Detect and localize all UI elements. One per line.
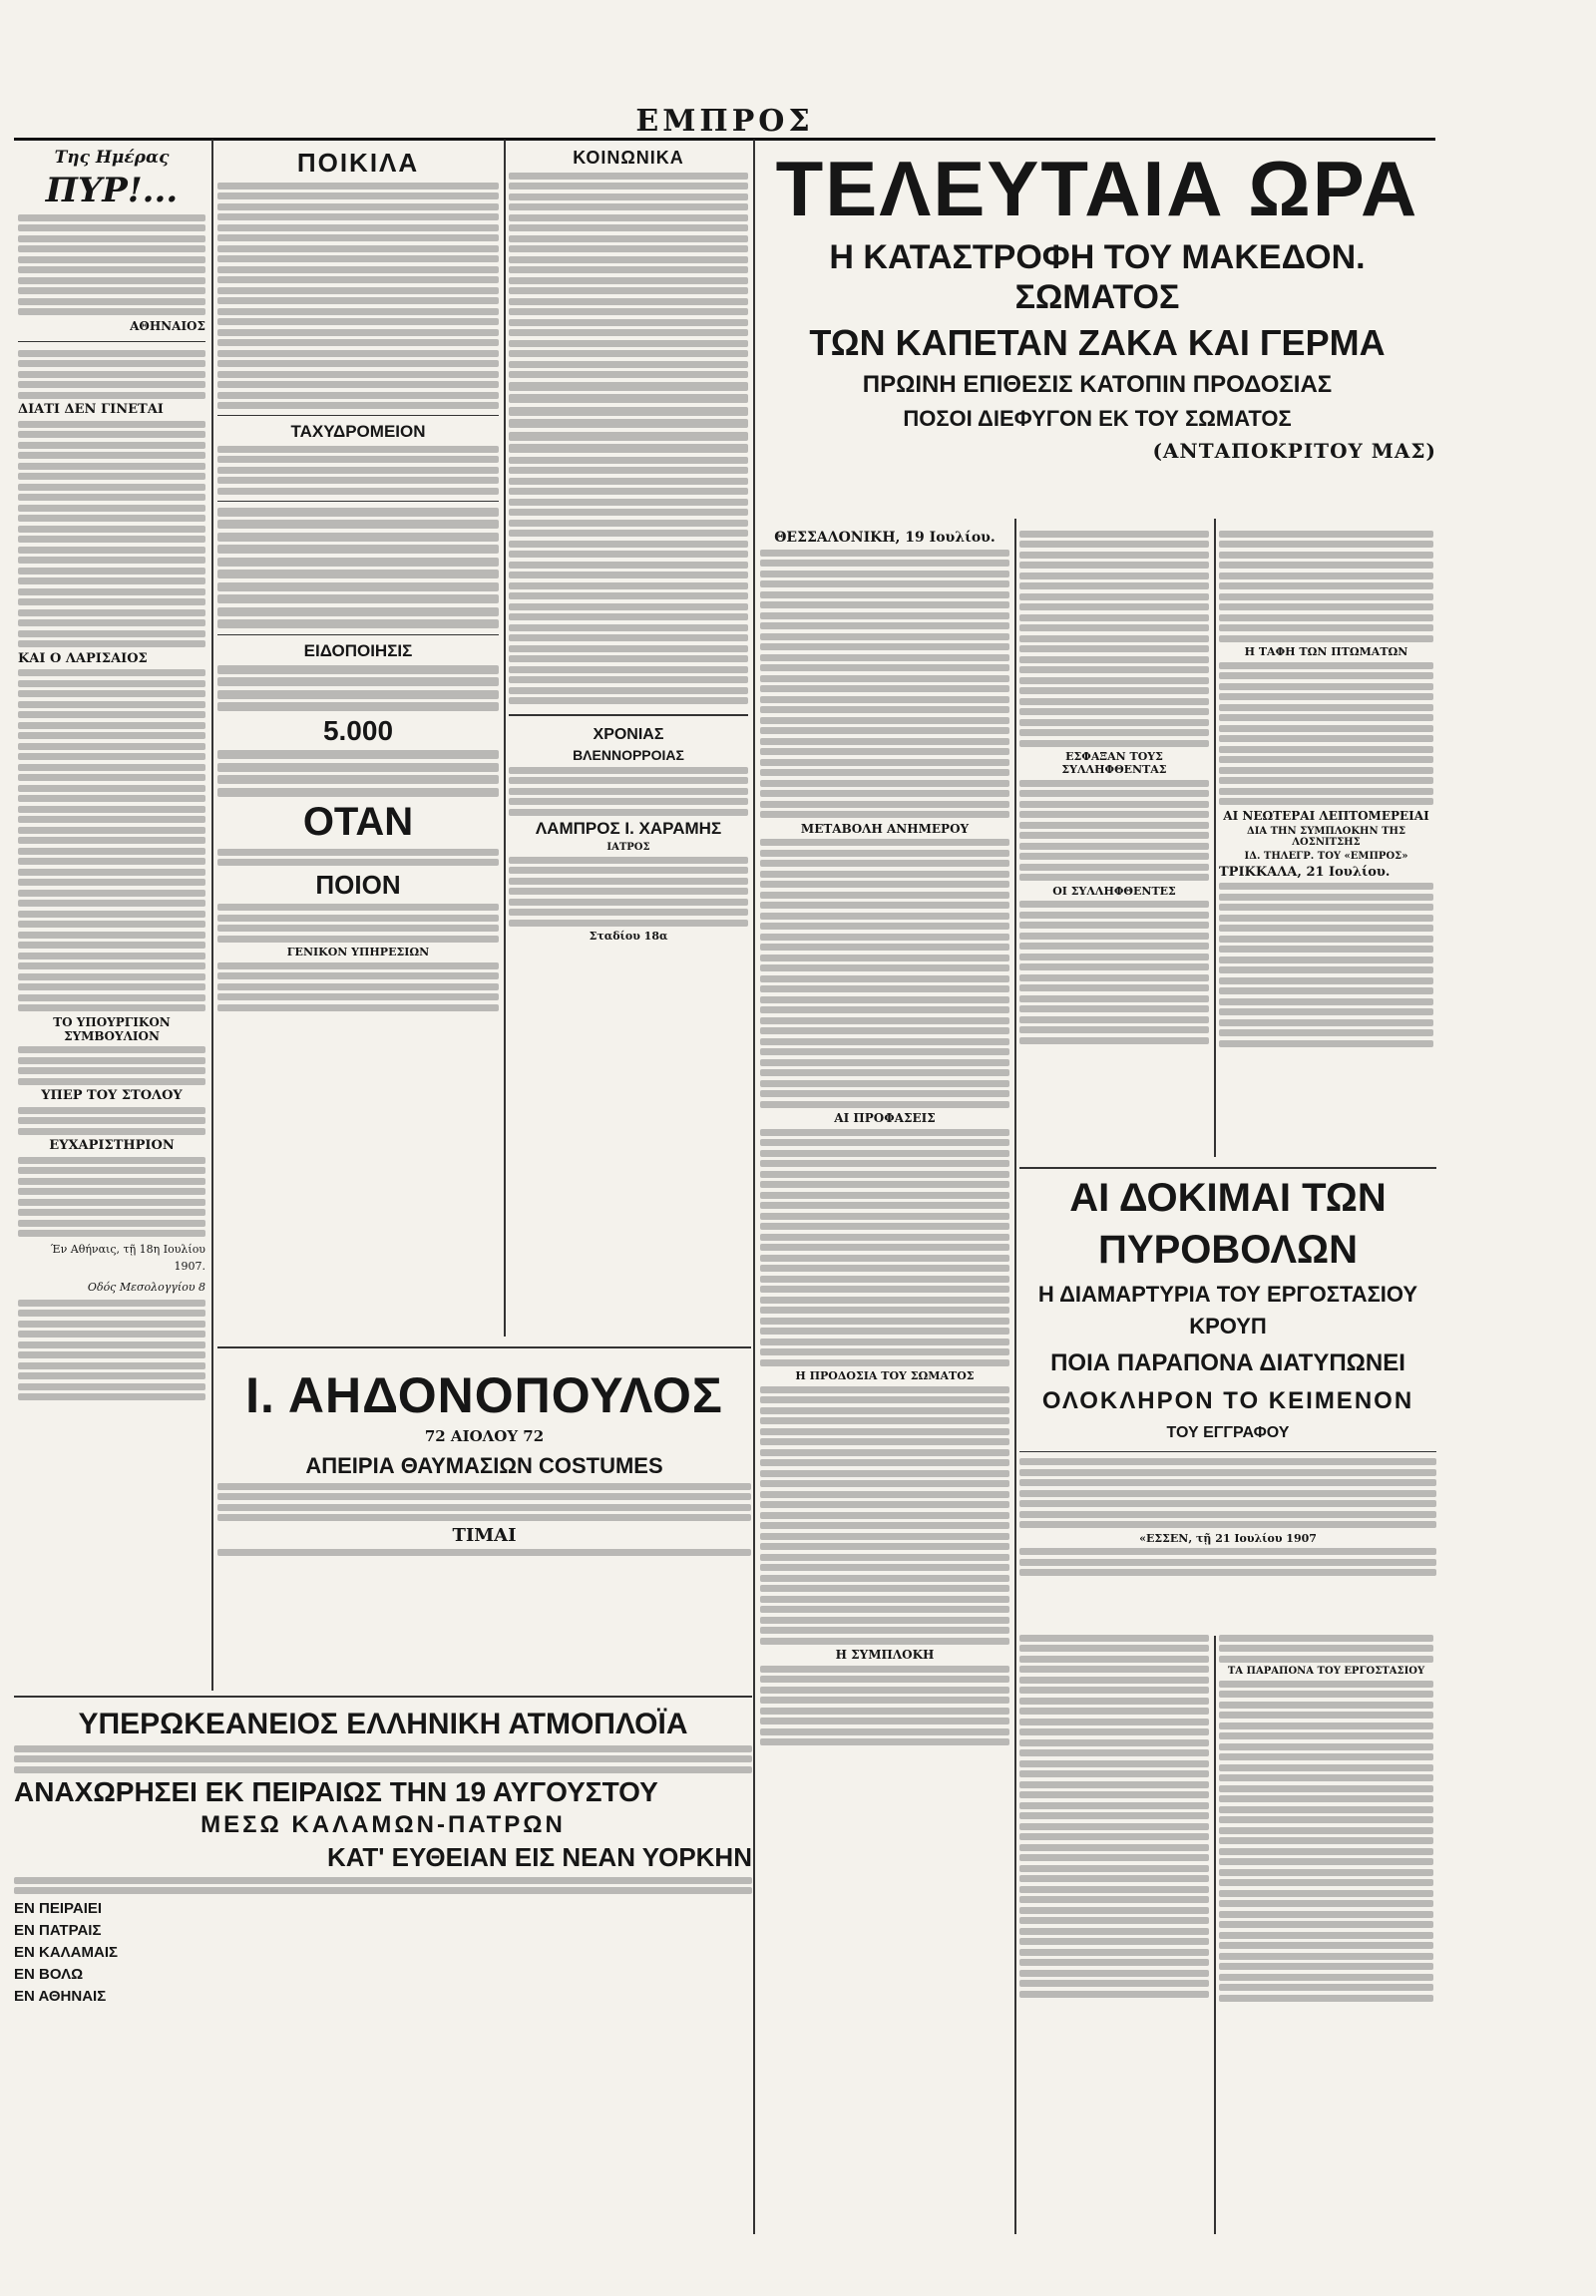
dateline: «ΕΣΣΕΝ, τῇ 21 Ιουλίου 1907 <box>1139 1531 1317 1545</box>
sub-title: ΟΙ ΣΥΛΛΗΦΘΕΝΤΕΣ <box>1052 884 1176 898</box>
headline-3: ΤΩΝ ΚΑΠΕΤΑΝ ΖΑΚΑ ΚΑΙ ΓΕΡΜΑ <box>809 322 1386 363</box>
sub-title: ΙΔ. ΤΗΛΕΓΡ. ΤΟΥ «ΕΜΠΡΟΣ» <box>1244 850 1408 862</box>
ad-title: ΥΠΕΡΩΚΕΑΝΕΙΟΣ ΕΛΛΗΝΙΚΗ ΑΤΜΟΠΛΟΪΑ <box>78 1708 688 1740</box>
column-7 <box>1019 1631 1209 2234</box>
column-6 <box>1219 527 1433 1155</box>
sub-title: Η ΠΡΟΔΟΣΙΑ ΤΟΥ ΣΩΜΑΤΟΣ <box>795 1369 975 1382</box>
sub-title: ΤΑ ΠΑΡΑΠΟΝΑ ΤΟΥ ΕΡΓΟΣΤΑΣΙΟΥ <box>1227 1666 1425 1677</box>
masthead-title: ΕΜΠΡΟΣ <box>635 104 814 139</box>
box-title: ΥΠΕΡ ΤΟΥ ΣΤΟΛΟΥ <box>41 1088 183 1103</box>
subhead-2: ΚΑΙ Ο ΛΑΡΙΣΑΙΟΣ <box>18 650 148 666</box>
ad-shipping <box>14 1696 752 2236</box>
ad-footer: ΓΕΝΙΚΟΝ ΥΠΗΡΕΣΙΩΝ <box>286 946 430 958</box>
section-title: ΠΟΙΚΙΛΑ <box>296 148 420 178</box>
headline-5: ΠΟΣΟΙ ΔΙΕΦΥΓΟΝ ΕΚ ΤΟΥ ΣΩΜΑΤΟΣ <box>903 406 1292 431</box>
ad-word: ΟΤΑΝ <box>302 800 414 844</box>
column-rule <box>1014 519 1016 2234</box>
ad-city: ΕΝ ΚΑΛΑΜΑΙΣ <box>14 1943 119 1961</box>
sub-title: ΜΕΤΑΒΟΛΗ ΑΝΗΜΕΡΟΥ <box>800 821 970 836</box>
headline: ΠΟΙΑ ΠΑΡΑΠΟΝΑ ΔΙΑΤΥΠΩΝΕΙ <box>1050 1349 1405 1376</box>
ad-line: ΑΠΕΙΡΙΑ ΘΑΥΜΑΣΙΩΝ COSTUMES <box>305 1453 663 1478</box>
ad-city: ΕΝ ΒΟΛΩ <box>14 1965 84 1983</box>
box-title: ΤΟ ΥΠΟΥΡΓΙΚΟΝ ΣΥΜΒΟΥΛΙΟΝ <box>53 1014 171 1043</box>
sub-title: ΕΙΔΟΠΟΙΗΣΙΣ <box>303 641 413 660</box>
column-rule <box>504 140 506 1337</box>
section-title: ΚΟΙΝΩΝΙΚΑ <box>573 148 684 168</box>
column-8 <box>1219 1631 1433 2234</box>
ad-city-list <box>14 1898 752 2008</box>
subhead: ΔΙΑΤΙ ΔΕΝ ΓΙΝΕΤΑΙ <box>18 402 164 417</box>
headline: Η ΔΙΑΜΑΡΤΥΡΙΑ ΤΟΥ ΕΡΓΟΣΤΑΣΙΟΥ ΚΡΟΥΠ <box>1037 1282 1418 1339</box>
doctor-title: ΙΑΤΡΟΣ <box>606 842 650 853</box>
dateline: ΘΕΣΣΑΛΟΝΙΚΗ, 19 Ιουλίου. <box>774 530 996 546</box>
headline-main: ΤΕΛΕΥΤΑΙΑ ΩΡΑ <box>775 145 1419 232</box>
ad-prices: ΤΙΜΑΙ <box>452 1524 517 1546</box>
ad-city: ΕΝ ΑΘΗΝΑΙΣ <box>14 1987 107 2005</box>
ad-destination: ΚΑΤ' ΕΥΘΕΙΑΝ ΕΙΣ ΝΕΑΝ ΥΟΡΚΗΝ <box>326 1842 752 1872</box>
ad-number: 5.000 <box>322 714 394 746</box>
headline-4: ΠΡΩΙΝΗ ΕΠΙΘΕΣΙΣ ΚΑΤΟΠΙΝ ΠΡΟΔΟΣΙΑΣ <box>862 371 1333 398</box>
thanks-dateline: Έν Αθήναις, τῇ 18η Ιουλίου 1907. <box>50 1242 205 1273</box>
ad-title: ΧΡΟΝΙΑΣ <box>593 726 664 743</box>
column-rule <box>1214 519 1216 1157</box>
column-5 <box>1019 527 1209 1155</box>
section-title: Της Ημέρας <box>54 148 170 168</box>
sub-title: Η ΣΥΜΠΛΟΚΗ <box>835 1648 935 1662</box>
headline: ΟΛΟΚΛΗΡΟΝ ΤΟ ΚΕΙΜΕΝΟΝ <box>1041 1387 1414 1414</box>
column-4 <box>760 527 1009 2232</box>
krupp-headline-block <box>1019 1167 1436 1628</box>
ad-depart: ΑΝΑΧΩΡΗΣΕΙ ΕΚ ΠΕΙΡΑΙΩΣ ΤΗΝ 19 ΑΥΓΟΥΣΤΟΥ <box>14 1776 658 1807</box>
ad-city: ΕΝ ΠΑΤΡΑΙΣ <box>14 1921 102 1939</box>
column-rule <box>211 140 213 1691</box>
thanks-address: Οδός Μεσολογγίου 8 <box>87 1280 205 1294</box>
headline-6: (ΑΝΤΑΠΟΚΡΙΤΟΥ ΜΑΣ) <box>1152 439 1436 463</box>
sub-title: ΑΙ ΝΕΩΤΕΡΑΙ ΛΕΠΤΟΜΕΡΕΙΑΙ <box>1223 808 1429 823</box>
ad-aidonopoulos <box>217 1346 751 1683</box>
sub-title: ΕΣΦΑΞΑΝ ΤΟΥΣ ΣΥΛΛΗΦΘΕΝΤΑΣ <box>1061 750 1167 776</box>
doctor-name: ΛΑΜΠΡΟΣ Ι. ΧΑΡΑΜΗΣ <box>535 819 722 838</box>
sub-title: Η ΤΑΦΗ ΤΩΝ ΠΤΩΜΑΤΩΝ <box>1244 645 1408 658</box>
box-title: ΕΥΧΑΡΙΣΤΗΡΙΟΝ <box>49 1138 175 1153</box>
headline: ΑΙ ΔΟΚΙΜΑΙ ΤΩΝ ΠΥΡΟΒΟΛΩΝ <box>1069 1176 1387 1272</box>
ad-via: ΜΕΣΩ ΚΑΛΑΜΩΝ-ΠΑΤΡΩΝ <box>200 1811 566 1838</box>
ad-city: ΕΝ ΠΕΙΡΑΙΕΙ <box>14 1899 103 1917</box>
column-3 <box>509 145 748 1337</box>
column-rule <box>753 140 755 2234</box>
top-headline-block <box>758 140 1436 519</box>
article-title: ΠΥΡ!... <box>45 171 179 210</box>
headline-2: Η ΚΑΤΑΣΤΡΟΦΗ ΤΟΥ ΜΑΚΕΔΟΝ. ΣΩΜΑΤΟΣ <box>829 238 1366 316</box>
column-1 <box>18 145 205 1691</box>
column-2 <box>217 145 499 1337</box>
dateline: ΤΡΙΚΚΑΛΑ, 21 Ιουλίου. <box>1219 864 1391 880</box>
ad-title: ΒΛΕΝΝΟΡΡΟΙΑΣ <box>573 747 684 763</box>
sub-title: ΤΑΧΥΔΡΟΜΕΙΟΝ <box>290 422 426 441</box>
sub-title: ΑΙ ΠΡΟΦΑΣΕΙΣ <box>834 1111 936 1125</box>
article-author: ΑΘΗΝΑΙΟΣ <box>130 318 205 333</box>
column-rule <box>1214 1636 1216 2234</box>
ad-word: ΠΟΙΟΝ <box>315 869 401 900</box>
ad-name: Ι. ΑΗΔΟΝΟΠΟΥΛΟΣ <box>245 1367 723 1423</box>
sub-title: ΔΙΑ ΤΗΝ ΣΥΜΠΛΟΚΗΝ ΤΗΣ ΛΟΣΝΙΤΣΗΣ <box>1246 825 1406 848</box>
doctor-address: Σταδίου 18α <box>589 930 668 943</box>
masthead <box>14 104 1435 141</box>
ad-address: 72 ΑΙΟΛΟΥ 72 <box>424 1427 545 1445</box>
headline: ΤΟΥ ΕΓΓΡΑΦΟΥ <box>1166 1424 1290 1441</box>
